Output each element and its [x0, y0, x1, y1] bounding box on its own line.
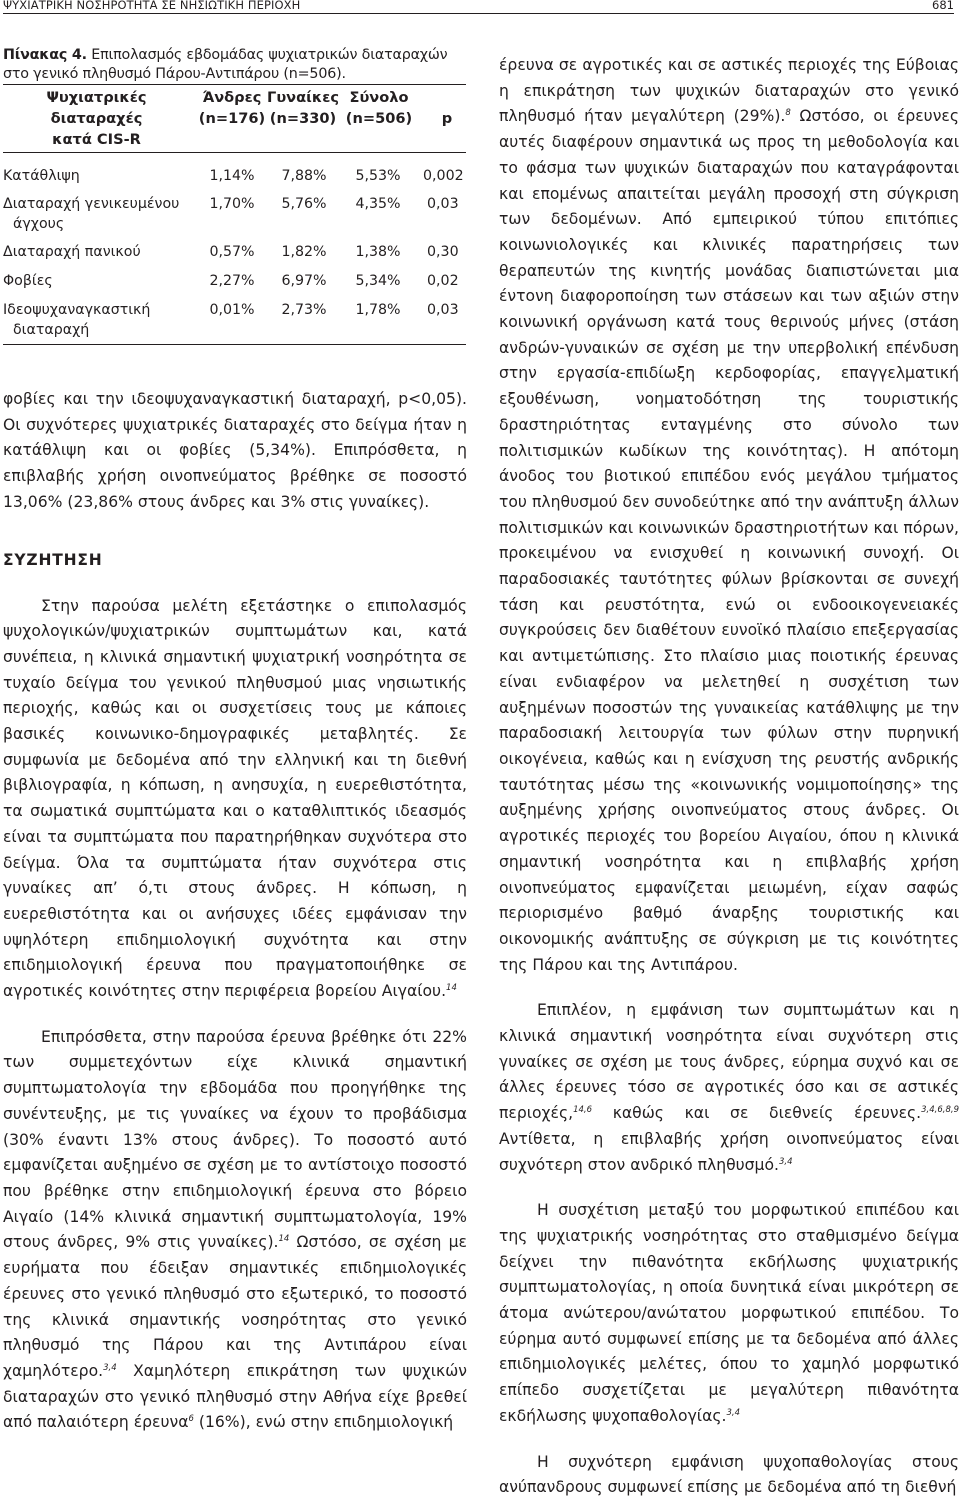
- cell-women: 5,76%: [281, 196, 327, 212]
- cell-p: 0,03: [427, 196, 459, 212]
- row-label: Ιδεοψυχαναγκαστική διαταραχή: [3, 302, 151, 338]
- cell-p: 0,30: [427, 244, 459, 260]
- row-label: Φοβίες: [3, 273, 53, 289]
- cell-women: 1,82%: [281, 244, 327, 260]
- cell-men: 2,27%: [209, 273, 255, 289]
- cell-p: 0,03: [427, 302, 459, 318]
- table-caption-text: Επιπολασμός εβδομάδας ψυχιατρικών διαταραχών στο γενικό πληθυσμό Πάρου-Αντιπάρου (n=506).: [3, 47, 448, 82]
- discussion-paragraph-4: Επιπλέον, η εμφάνιση των συμπτωμάτων και η κλινικά σημαντική νοσηρότητα είναι συχνότερη στις γυναίκες σε σχέση με τους άνδρες, εύρημα συχνό και σε άλλες έρευνες τόσο σε αγροτικές όσο και σε αστικές περιοχές,$^{14,6}$ καθώς και σε διεθνείς έρευνες.$^{3,4,6,8,9}$ Αντίθετα, η επιβλαβής χρήση οινοπνεύματος είναι συχνότερη στον ανδρικό πληθυσμό.$^{3,4}$: [499, 1001, 959, 1174]
- cell-men: 0,01%: [209, 302, 255, 318]
- citation: 14,6: [573, 1105, 593, 1116]
- section-title: ΣΥΖΗΤΗΣΗ: [3, 550, 103, 569]
- table-caption-label: Πίνακας 4.: [3, 47, 87, 63]
- header-disorders: Ψυχιατρικές διαταραχές κατά CIS-R: [46, 89, 147, 148]
- discussion-paragraph-5: Η συσχέτιση μεταξύ του μορφωτικού επιπέδου και της ψυχιατρικής νοσηρότητας στο σταθμισμένο δείγμα δείχνει την πιθανότητα εκδήλωσης ψυχιατρικής συμπτωματολογίας, η οποία δυνητικά είναι μικρότερη σε άτομα ανώτερου/ανώτατου μορφωτικού επιπέδου. Το εύρημα αυτό συμφωνεί επίσης με τα δεδομένα από άλλες επιδημιολογικές μελέτες, όπου το χαμηλό μορφωτικό επίπεδο συσχετίζεται με μεγαλύτερη πιθανότητα εκδήλωσης ψυχοπαθολογίας.$^{3,4}$: [499, 1201, 959, 1425]
- citation: 3,4: [726, 1407, 741, 1418]
- discussion-paragraph-1: Στην παρούσα μελέτη εξετάστηκε ο επιπολασμός ψυχολογικών/ψυχιατρικών συμπτωμάτων και, κατά συνέπεια, η κλινικά σημαντική ψυχιατρική νοσηρότητα σε τυχαίο δείγμα του γενικού πληθυσμού μιας νησιωτικής περιοχής, καθώς και οι συσχετίσεις τους με κάποιες βασικές κοινωνικο-δημογραφικές μεταβλητές. Σε συμφωνία με δεδομένα από την ελληνική και τη διεθνή βιβλιογραφία, η κόπωση, η ανησυχία, η ευερεθιστότητα, τα σωματικά συμπτώματα και ο καταθλιπτικός ιδεασμός είναι τα συμπτώματα που παρατηρήθηκαν συχνότερα στο δείγμα. Όλα τα συμπτώματα ήταν συχνότερα στις γυναίκες απ’ ό,τι στους άνδρες. Η κόπωση, η ευερεθιστότητα και οι ανήσυχες ιδέες εμφάνισαν την υψηλότερη επιδημιολογική συχνότητα και στην επιδημιολογική έρευνα που πραγματοποιήθηκε σε αγροτικές κοινότητες στην περιφέρεια βορείου Αιγαίου.$^{14}$: [3, 596, 467, 1001]
- table-caption: [3, 46, 473, 83]
- left-column: [3, 387, 467, 1436]
- running-title: ΨΥΧΙΑΤΡΙΚΗ ΝΟΣΗΡΟΤΗΤΑ ΣΕ ΝΗΣΙΩΤΙΚΗ ΠΕΡΙΟΧΗ: [3, 0, 301, 12]
- citation: 14: [278, 1234, 290, 1245]
- citation: 6: [188, 1414, 194, 1425]
- citation: 8: [785, 108, 791, 119]
- cell-total: 5,53%: [355, 168, 401, 184]
- page-number: 681: [932, 0, 954, 12]
- cell-p: 0,002: [423, 168, 464, 184]
- row-label: Διαταραχή γενικευμένου άγχους: [3, 196, 180, 232]
- table-top-rule: [3, 84, 466, 85]
- cell-women: 7,88%: [281, 168, 327, 184]
- running-header: [3, 0, 954, 14]
- table-bottom-rule: [3, 344, 466, 345]
- discussion-paragraph-6: Η συχνότερη εμφάνιση ψυχοπαθολογίας στους ανύπανδρους συμφωνεί επίσης με δεδομένα από τη διεθνή: [499, 1452, 959, 1497]
- cell-total: 1,38%: [355, 244, 401, 260]
- right-column: [499, 53, 959, 1501]
- cell-men: 1,14%: [209, 168, 255, 184]
- citation: 3,4: [778, 1156, 793, 1167]
- cell-women: 6,97%: [281, 273, 327, 289]
- discussion-paragraph-3: έρευνα σε αγροτικές και σε αστικές περιοχές της Εύβοιας η επικράτηση των ψυχικών διαταραχών στο γενικό πληθυσμό ήταν μεγαλύτερη (29%).$^8$ Ωστόσο, οι έρευνες αυτές διαφέρουν σημαντικά ως προς τη μεθοδολογία και το φάσμα των ψυχικών διαταραχών που καταγράφονται και επομένως απαιτείται μεγάλη προσοχή στη σύγκριση των δεδομένων. Από εμπειρικού τύπου επιτόπιες κοινωνιολογικές και κλινικές παρατηρήσεις των θεραπευτών της κινητής μονάδας διαπιστώνεται μια έντονη διαφοροποίηση των στάσεων και των αξιών στην κοινωνική οργάνωση κατά τους θερινούς μήνες (στάση ανδρών-γυναικών σε σχέση με την υπερβολική επένδυση στην εργασία-επιδίωξη κερδοφορίας, επαγγελματική εξουθένωση, νοηματοδότηση της τουριστικής δραστηριότητας ενταγμένης στο σύνολο των πολιτισμικών κωδίκων της κοινότητας). Η απότομη άνοδος του βιοτικού επιπέδου ενός μεγάλου τμήματος του πληθυσμού δεν συνοδεύτηκε από την ανάπτυξη άλλων πολιτισμικών και κοινωνικών δραστηριοτήτων και πόρων, προκειμένου να ενισχυθεί η κοινωνική συνοχή. Οι παραδοσιακές ταυτότητες φύλων βρίσκονται σε συνεχή τάση και ρευστότητα, ενώ οι ενδοοικογενειακές συγκρούσεις δεν διαθέτουν ευνοϊκό πλαίσιο επεξεργασίας και αντιμετώπισης. Στο πλαίσιο μιας ποιοτικής έρευνας είναι ενδιαφέρον να μελετηθεί η συσχέτιση των αυξημένων ποσοστών της γυναικείας κατάθλιψης με την παραδοσιακή λειτουργία των φύλων στην πυρηνική οικογένεια, καθώς και η ενίσχυση της ρευστής ανδρικής ταυτότητας μέσω της «κοινωνικής νομιμοποίησης» της αυξημένης χρήσης οινοπνεύματος στους άνδρες. Οι αγροτικές περιοχές του βορείου Αιγαίου, όπου η κλινικά σημαντική νοσηρότητα και η επιβλαβής χρήση οινοπνεύματος εμφανίζεται μειωμένη, είχαν σαφώς περιορισμένο βαθμό άναρξης τουριστικής και οικονομικής ανάπτυξης σε σύγκριση με τις κοινότητες της Πάρου και της Αντιπάρου.: [499, 56, 959, 974]
- citation: 3,4,6,8,9: [921, 1105, 959, 1116]
- header-total: Σύνολο (n=506): [345, 89, 413, 127]
- header-men: Άνδρες (n=176): [198, 89, 266, 127]
- header-women: Γυναίκες (n=330): [267, 89, 339, 127]
- row-label: Κατάθλιψη: [3, 168, 80, 184]
- cell-p: 0,02: [427, 273, 459, 289]
- cell-total: 5,34%: [355, 273, 401, 289]
- cell-total: 1,78%: [355, 302, 401, 318]
- table-header-rule: [3, 152, 466, 153]
- results-paragraph: φοβίες και την ιδεοψυχαναγκαστική διαταραχή, p<0,05). Οι συχνότερες ψυχιατρικές διαταραχές στο δείγμα ήταν η κατάθλιψη και οι φοβίες (5,34%). Επιπρόσθετα, η επιβλαβής χρήση οινοπνεύματος βρέθηκε σε ποσοστό 13,06% (23,86% στους άνδρες και 3% στις γυναίκες).: [3, 390, 467, 511]
- header-p: p: [441, 110, 453, 127]
- cell-women: 2,73%: [281, 302, 327, 318]
- row-label: Διαταραχή πανικού: [3, 244, 141, 260]
- citation: 3,4: [103, 1362, 117, 1373]
- cell-men: 1,70%: [209, 196, 255, 212]
- cell-men: 0,57%: [209, 244, 255, 260]
- cell-total: 4,35%: [355, 196, 401, 212]
- citation: 14: [446, 983, 457, 994]
- discussion-paragraph-2: Επιπρόσθετα, στην παρούσα έρευνα βρέθηκε ότι 22% των συμμετεχόντων είχε κλινικά σημαντική συμπτωματολογία την εβδομάδα που προηγήθηκε της συνέντευξης, με τις γυναίκες να έχουν το προβάδισμα (30% έναντι 13% στους άνδρες). Το ποσοστό αυτό εμφανίζεται αυξημένο σε σχέση με το αντίστοιχο ποσοστό που βρέθηκε στην επιδημιολογική έρευνα στο βόρειο Αιγαίο (14% κλινικά σημαντική συμπτωματολογία, 19% στους άνδρες, 9% στις γυναίκες).$^{14}$ Ωστόσο, σε σχέση με ευρήματα που έδειξαν σημαντικές επιδημιολογικές έρευνες στο γενικό πληθυσμό στο εξωτερικό, το ποσοστό της κλινικά σημαντικής νοσηρότητας στο γενικό πληθυσμό της Πάρου και της Αντιπάρου είναι χαμηλότερο.$^{3,4}$ Χαμηλότερη επικράτηση των ψυχικών διαταραχών στο γενικό πληθυσμό στην Αθήνα είχε βρεθεί από παλαιότερη έρευνα$^6$ (16%), ενώ στην επιδημιολογική: [3, 1027, 467, 1432]
